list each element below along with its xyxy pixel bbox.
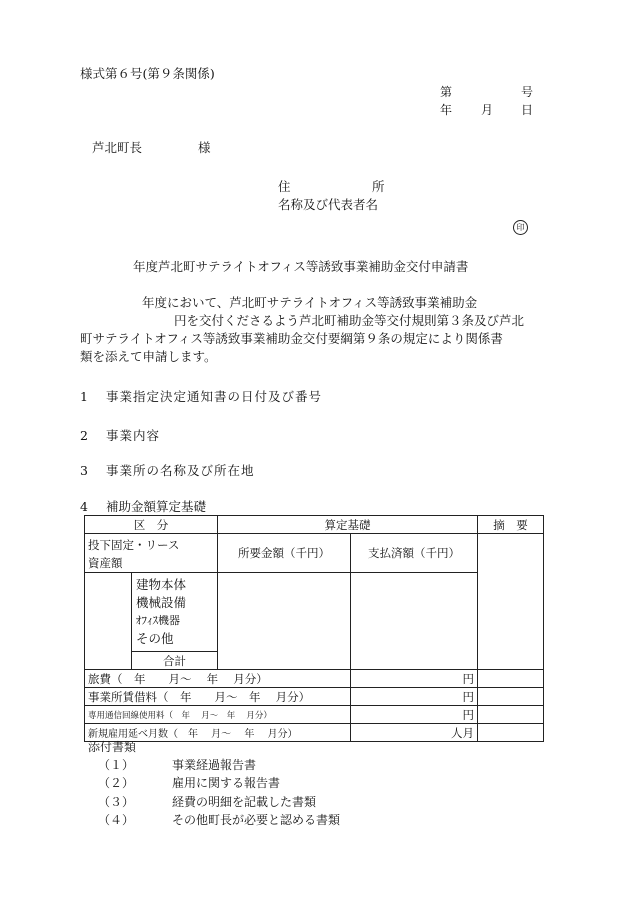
- attachment-label: 雇用に関する報告書: [172, 776, 281, 790]
- rent-row-label: 事業所賃借料（ 年 月～ 年 月分）: [85, 688, 351, 706]
- table-row: [85, 670, 544, 688]
- line-fee-row-label: 専用通信回線使用料（ 年 月～ 年 月分）: [85, 706, 351, 724]
- body-paragraph: [80, 294, 560, 366]
- col-required-amount: 所要金額（千円）: [218, 534, 351, 573]
- item-label: 機械設備: [136, 595, 187, 610]
- note-cell: [478, 670, 544, 688]
- section-3: [80, 461, 255, 479]
- section-number: 4: [80, 499, 88, 514]
- attachments-heading: 添付書類: [88, 740, 137, 754]
- document-title: 年度芦北町サテライトオフィス等誘致事業補助金交付申請書: [133, 259, 469, 274]
- subsidy-calculation-table: [84, 515, 544, 742]
- date-day-label: 日: [521, 103, 534, 117]
- item-label: 建物本体: [136, 577, 187, 592]
- employment-row-label: 新規雇用延べ月数（ 年 月～ 年 月分）: [85, 724, 351, 742]
- date-year-label: 年: [440, 103, 453, 117]
- table-row: [85, 573, 544, 652]
- table-header-row: [85, 516, 544, 534]
- rent-row-unit: 円: [351, 688, 478, 706]
- section-4: [80, 497, 206, 515]
- line-fee-row-unit: 円: [351, 706, 478, 724]
- section-number: 3: [80, 463, 89, 478]
- investment-label-line: 資産額: [88, 556, 123, 570]
- date-month-label: 月: [481, 103, 494, 117]
- attachment-label: その他町長が必要と認める書類: [172, 813, 341, 827]
- travel-row-unit: 円: [351, 670, 478, 688]
- table-row: [85, 534, 544, 573]
- investment-label-line: 投下固定・リース: [88, 538, 180, 552]
- body-line: 町サテライトオフィス等誘致事業補助金交付要綱第９条の規定により関係書: [80, 331, 503, 346]
- doc-number-suffix: 号: [521, 85, 534, 99]
- attachment-number: （４）: [98, 813, 135, 827]
- travel-row-label: 旅費（ 年 月～ 年 月分）: [85, 670, 351, 688]
- attachment-number: （１）: [98, 758, 135, 772]
- item-label: ｵﾌｨｽ機器: [136, 614, 180, 627]
- attachment-label: 事業経過報告書: [172, 758, 257, 772]
- attachment-number: （２）: [98, 776, 135, 790]
- required-amount-cell: [218, 573, 351, 670]
- item-list: [132, 573, 218, 652]
- body-line: 年度において、芦北町サテライトオフィス等誘致事業補助金: [142, 295, 478, 310]
- header-note: 摘 要: [478, 516, 544, 534]
- table-row: [85, 688, 544, 706]
- body-line: 円を交付くださるよう芦北町補助金等交付規則第３条及び芦北: [174, 313, 525, 328]
- section-label: 事業所の名称及び所在地: [106, 463, 255, 478]
- note-cell: [478, 688, 544, 706]
- col-paid-amount: 支払済額（千円）: [351, 534, 478, 573]
- section-label: 事業指定決定通知書の日付及び番号: [106, 389, 323, 404]
- section-1: [80, 387, 322, 405]
- total-label: 合計: [132, 652, 218, 670]
- note-cell: [478, 724, 544, 742]
- section-label: 補助金額算定基礎: [106, 499, 207, 514]
- employment-row-unit: 人月: [351, 724, 478, 742]
- addressee-name: 芦北町長: [92, 140, 143, 155]
- address-label-b: 所: [372, 179, 385, 194]
- item-label: その他: [136, 631, 174, 646]
- address-label-a: 住: [278, 179, 291, 194]
- paid-amount-cell: [351, 573, 478, 670]
- investment-label: [85, 534, 218, 573]
- note-cell: [478, 706, 544, 724]
- attachment-label: 経費の明細を記載した書類: [172, 795, 317, 809]
- doc-number-label: 第: [440, 85, 453, 99]
- section-number: 2: [80, 428, 89, 443]
- attachment-number: （３）: [98, 795, 135, 809]
- seal-mark: 印: [513, 220, 528, 235]
- header-category: 区 分: [85, 516, 218, 534]
- indent-cell: [85, 573, 132, 670]
- form-number: 様式第６号(第９条関係): [80, 66, 215, 81]
- section-label: 事業内容: [106, 428, 161, 443]
- note-cell: [478, 534, 544, 670]
- table-row: [85, 706, 544, 724]
- section-number: 1: [80, 389, 89, 404]
- table-row: [85, 724, 544, 742]
- section-2: [80, 426, 160, 444]
- representative-label: 名称及び代表者名: [278, 197, 379, 212]
- addressee-honorific: 様: [198, 140, 211, 155]
- body-line: 類を添えて申請します。: [80, 349, 217, 364]
- header-basis: 算定基礎: [218, 516, 478, 534]
